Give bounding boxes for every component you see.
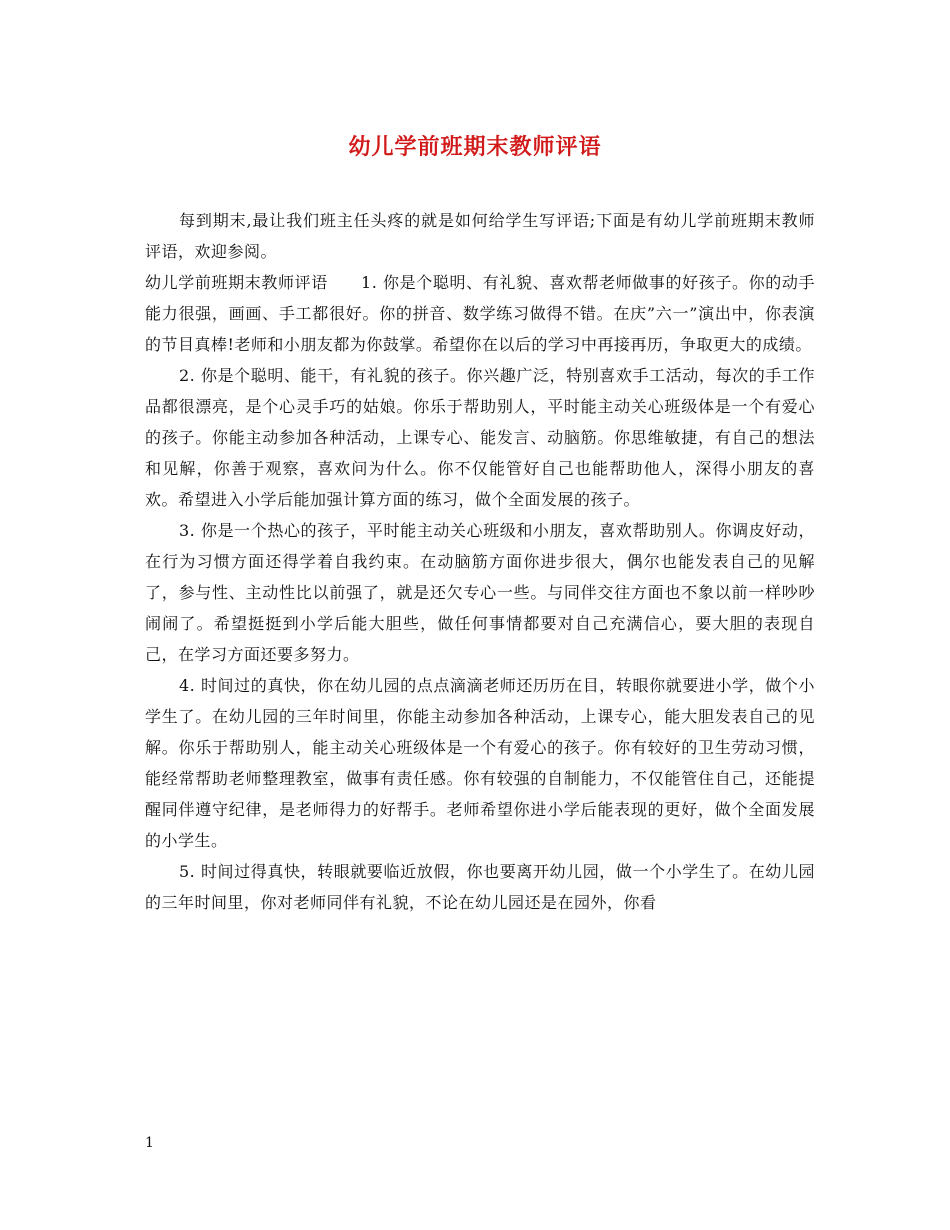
comment-paragraph-4: 4. 时间过的真快，你在幼儿园的点点滴滴老师还历历在目，转眼你就要进小学，做个小学生了。在幼儿园的三年时间里，你能主动参加各种活动，上课专心，能大胆发表自己的见解。你乐于帮助别人，能主动关心班级体是一个有爱心的孩子。你有较好的卫生劳动习惯，能经常帮助老师整理教室，做事有责任感。你有较强的自制能力，不仅能管住自己，还能提醒同伴遵守纪律，是老师得力的好帮手。老师希望你进小学后能表现的更好，做个全面发展的小学生。 — [145, 676, 815, 850]
document-body — [145, 205, 815, 918]
page-number: 1 — [145, 1135, 154, 1151]
comment-paragraph-3: 3. 你是一个热心的孩子，平时能主动关心班级和小朋友，喜欢帮助别人。你调皮好动，在行为习惯方面还得学着自我约束。在动脑筋方面你进步很大，偶尔也能发表自己的见解了，参与性、主动性比以前强了，就是还欠专心一些。与同伴交往方面也不象以前一样吵吵闹闹了。希望挺挺到小学后能大胆些，做任何事情都要对自己充满信心，要大胆的表现自己，在学习方面还要多努力。 — [145, 521, 815, 664]
comment-paragraph-2: 2. 你是个聪明、能干，有礼貌的孩子。你兴趣广泛，特别喜欢手工活动，每次的手工作品都很漂亮，是个心灵手巧的姑娘。你乐于帮助别人，平时能主动关心班级体是一个有爱心的孩子。你能主动参加各种活动，上课专心、能发言、动脑筋。你思维敏捷，有自己的想法和见解，你善于观察，喜欢问为什么。你不仅能管好自己也能帮助他人，深得小朋友的喜欢。希望进入小学后能加强计算方面的练习，做个全面发展的孩子。 — [145, 366, 815, 509]
comment-paragraph-5: 5. 时间过得真快，转眼就要临近放假，你也要离开幼儿园，做一个小学生了。在幼儿园的三年时间里，你对老师同伴有礼貌，不论在幼儿园还是在园外，你看 — [145, 862, 815, 912]
comment-paragraph-1: 幼儿学前班期末教师评语 1. 你是个聪明、有礼貌、喜欢帮老师做事的好孩子。你的动手能力很强，画画、手工都很好。你的拼音、数学练习做得不错。在庆”六一”演出中，你表演的节目真棒!老师和小朋友都为你鼓掌。希望你在以后的学习中再接再历，争取更大的成绩。 — [145, 273, 815, 354]
intro-paragraph: 每到期末,最让我们班主任头疼的就是如何给学生写评语;下面是有幼儿学前班期末教师评语，欢迎参阅。 — [145, 211, 815, 261]
document-title: 幼儿学前班期末教师评语 — [348, 134, 602, 160]
